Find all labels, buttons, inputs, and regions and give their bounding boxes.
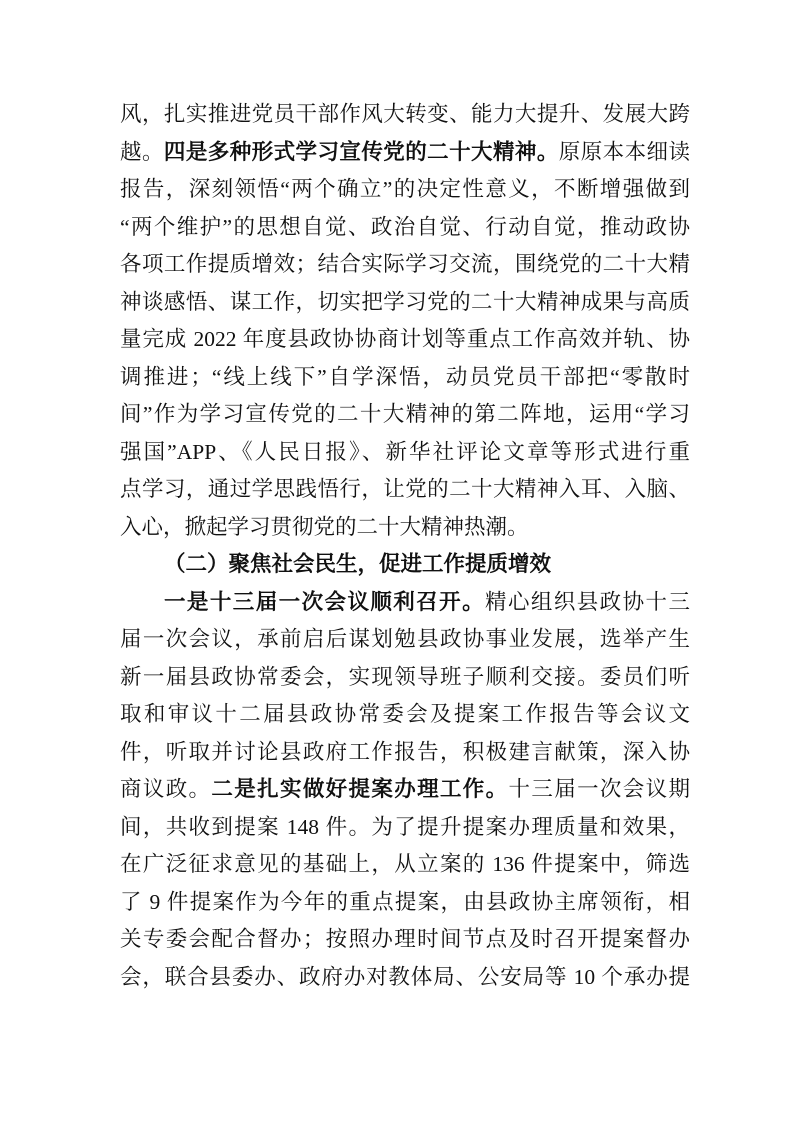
text-run: 关专委会配合督办；按照办理时间节点及时召开提案督办 [120,927,690,951]
text-line [120,321,690,359]
text-run: 间，共收到提案 148 件。为了提升提案办理质量和效果， [120,814,690,839]
text-run: 点学习，通过学思践悟行，让党的二十大精神入耳、入脑、 [120,477,690,501]
text-line [120,246,690,284]
text-run: 件，听取并讨论县政府工作报告，积极建言献策，深入协 [120,739,690,764]
document-text-block [120,96,690,996]
text-line [120,471,690,509]
text-line [120,621,690,659]
text-line [120,771,690,809]
text-run: 精心组织县政协十三 [485,589,690,614]
text-line [120,734,690,772]
text-line [120,846,690,884]
text-run: 届一次会议，承前启后谋划勉县政协事业发展，选举产生 [120,627,690,651]
text-line [120,284,690,322]
text-line [120,96,690,134]
text-run: 各项工作提质增效；结合实际学习交流，围绕党的二十大精 [120,252,690,276]
text-line [120,509,690,547]
text-line [120,584,690,622]
text-line [120,359,690,397]
text-run: “两个维护”的思想自觉、政治自觉、行动自觉，推动政协 [120,214,690,239]
text-run: 十三届一次会议期 [508,777,690,801]
text-line [120,134,690,172]
text-line [120,696,690,734]
text-line [120,921,690,959]
text-line [120,434,690,472]
text-line [120,959,690,997]
text-run: 调推进；“线上线下”自学深悟，动员党员干部把“零散时 [120,364,690,389]
text-run: 量完成 2022 年度县政协协商计划等重点工作高效并轨、协 [120,327,690,351]
text-run: 神谈感悟、谋工作，切实把学习党的二十大精神成果与高质 [120,289,690,314]
text-run: 取和审议十二届县政协常委会及提案工作报告等会议文 [120,702,690,726]
text-run: 会，联合县委办、政府办对教体局、公安局等 10 个承办提 [120,964,690,989]
bold-text-run: （二）聚焦社会民生，促进工作提质增效 [164,552,552,576]
bold-text-run: 四是多种形式学习宣传党的二十大精神。 [163,139,559,164]
text-run: 越。 [120,139,164,164]
text-run: 原原本本细读 [558,139,690,164]
text-run: 风，扎实推进党员干部作风大转变、能力大提升、发展大跨 [120,102,690,126]
text-line [120,171,690,209]
text-line [120,884,690,922]
text-line [120,659,690,697]
text-run: 入心，掀起学习贯彻党的二十大精神热潮。 [120,514,529,539]
text-run: 间”作为学习宣传党的二十大精神的第二阵地，运用“学习 [120,402,690,426]
text-run: 商议政。 [120,777,212,801]
text-line [120,209,690,247]
text-run: 强国”APP、《人民日报》、新华社评论文章等形式进行重 [120,439,690,464]
text-run: 了 9 件提案作为今年的重点提案，由县政协主席领衔，相 [120,889,690,914]
bold-text-run: 一是十三届一次会议顺利召开。 [164,589,486,614]
text-run: 报告，深刻领悟“两个确立”的决定性意义，不断增强做到 [120,177,690,201]
text-line [120,809,690,847]
bold-text-run: 二是扎实做好提案办理工作。 [211,777,509,801]
text-run: 新一届县政协常委会，实现领导班子顺利交接。委员们听 [120,664,690,689]
text-run: 在广泛征求意见的基础上，从立案的 136 件提案中，筛选 [120,852,690,876]
text-line [120,396,690,434]
text-line [120,546,690,584]
